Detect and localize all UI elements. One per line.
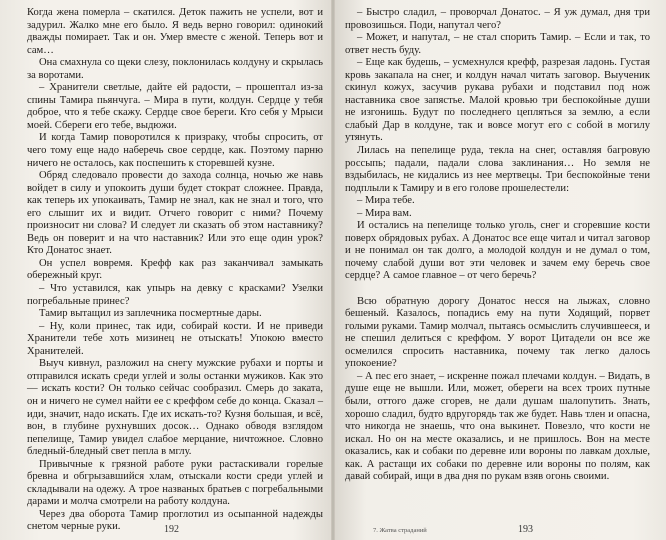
left-page-text: [27, 7, 323, 534]
paragraph: – Мира тебе.: [357, 195, 415, 207]
book-gutter: [331, 0, 335, 540]
paragraph: И остались на пепелище только уголь, снег и сгоревшие кости поверх обрядовых рубах. А Донатос все еще читал и читал заговор и не понимал он так долго, а молодой колдун и не думал о том, почему слабой души вот эти человек и зачем ему беречь свое сердце? А самое главное – от чего беречь?: [345, 220, 650, 282]
paragraph: И когда Тамир поворотился к призраку, чтобы спросить, от чего тому еще надо наберечь свое сердце, как. Поэтому парню ничего не осталось, как поспешить к сторевшей кузне.: [27, 132, 323, 169]
paragraph: Через два оборота Тамир проглотил из осыпанной надежды снетом черные руки.: [27, 508, 323, 533]
paragraph: Тамир вытащил из заплечника посмертные дары.: [39, 308, 262, 320]
running-head: 7. Жатва страданий: [373, 527, 427, 534]
paragraph: Обряд следовало провести до захода солнца, ночью же навь войдет в силу и упокоить души будет стократ сложнее. Правда, как теперь их упокаивать, Тамир не знал, как не знал и того, что его слышит их и видит. Отчего говорит с ними? Почему произносит ни слова? И следует ли сказать об этом наставнику? Ведь он поверит и на что наставник? Или это еще один урок? Кто Донатос знает.: [27, 170, 323, 257]
paragraph: Он успел вовремя. Крефф как раз заканчивал замыкать обережный круг.: [27, 257, 323, 282]
right-page: [333, 0, 666, 540]
paragraph: – Что уставился, как упырь на девку с красками? Узелки погребальные принес?: [27, 283, 323, 307]
paragraph: – Может, и напутал, – не стал спорить Тамир. – Если и так, то ответ несть буду.: [345, 32, 650, 56]
paragraph: – Мира вам.: [357, 207, 412, 219]
page-number-left: 192: [164, 524, 179, 535]
paragraph: Когда жена померла – скатился. Деток пажить не успели, вот и задурил. Жалко мне его было. Я ведь верно говорил: одинокий дважды помирает. Так и он. Умер вместе с женой. Теперь вот и сам…: [27, 7, 323, 56]
paragraph: Всю обратную дорогу Донатос несся на лыжах, словно бешеный. Казалось, попадись ему на пути Ходящий, порвет голыми руками. Тамир молчал, пытаясь осмыслить случившееся, и не спешил делиться с креффом. У ворот Цитадели он все же осмелился спросить наставника, почему так легко далось упокоение?: [345, 295, 650, 370]
paragraph: Она смахнула со щеки слезу, поклонилась колдуну и скрылась за воротами.: [27, 57, 323, 81]
paragraph: – Еще как будешь, – усмехнулся крефф, разрезая ладонь. Густая кровь закапала на снег, и колдун начал читать заговор. Выученик скинул кожух, засучив рукава рубахи и подставил под нож наставника свое запястье. Малой кровью три беспокойные души не изгонишь. Будут по последнего цепляться за землю, а если слабый Дар в колдуне, так и вовсе могут его с собой в могилу утянуть.: [345, 57, 650, 144]
paragraph: Лилась на пепелище руда, текла на снег, оставляя багровую россыпь; падали, падали слова заклинания… Но земля не вздыбилась, не кидались из нее мертвецы. Три беспокойные тени подплыли к Тамиру и в его голове прошелестели:: [345, 145, 650, 194]
right-page-text: [345, 7, 650, 484]
paragraph: – Ну, коли принес, так иди, собирай кости. И не приведи Хранители тебе хоть мизинец не отыскать! Упокою вместо Хранителей.: [27, 320, 323, 357]
paragraph: Выуч кивнул, разложил на снегу мужские рубахи и порты и отправился искать среди углей и золы останки мужиков. Как это — искать кости? Он только сейчас сообразил. Смерь до заката, он и ничего не сумел найти ее с креффом себе до конца. Сказал – иди, значит, надо искать. Где их искать-то? Кузня большая, и всё, вон, в глубине рухнувших досок… Однако обводя взглядом пепелище, Тамир увидел слабое мерцание, ничтожное. Словно бледный-бледный свет пепла в мглу.: [27, 358, 323, 458]
page-number-right: 193: [518, 524, 533, 535]
paragraph: – Быстро сладил, – проворчал Донатос. – Я уж думал, дня три провозишься. Поди, напутал чего?: [345, 7, 650, 31]
paragraph: – Хранители светлые, дайте ей радости, – прошептал из-за спины Тамира пьянчуга. – Мира в пути, колдун. Сердце у тебя доброе, что я тебе скажу. Сердце свое береги. Кто себя у Мрыси моей. Сбереги его тебе, выдюжи.: [27, 82, 323, 131]
paragraph: – А пес его знает, – искренне пожал плечами колдун. – Видать, в душе еще не вышли. Или, может, обереги на всех троих путные были, оттого даже сгорев, не дали душам шалопутить. Знать, хорошо сладил, будто вдругорядь так же будет. Навь тлен и опасна, что никогда не знаешь, что она выкинет. Повезло, что кости не искал. Но он на месте оказались, и не пришлось. Вон на месте оказались, как и собаки по деревне или вороны по лавкам дохлые, как. А растащи их собаки по деревне или вороны по полям, как давай собирай, ищи в два дня по рукам взяв огонь своими.: [345, 370, 650, 483]
paragraph: Привычные к грязной работе руки растаскивали горелые бревна и обгрызавшийся хлам, отыскали кости среди углей и складывали на одежу. А трое названых братьев с погребальными дарами и молча смотрели на работу колдуна.: [27, 458, 323, 508]
